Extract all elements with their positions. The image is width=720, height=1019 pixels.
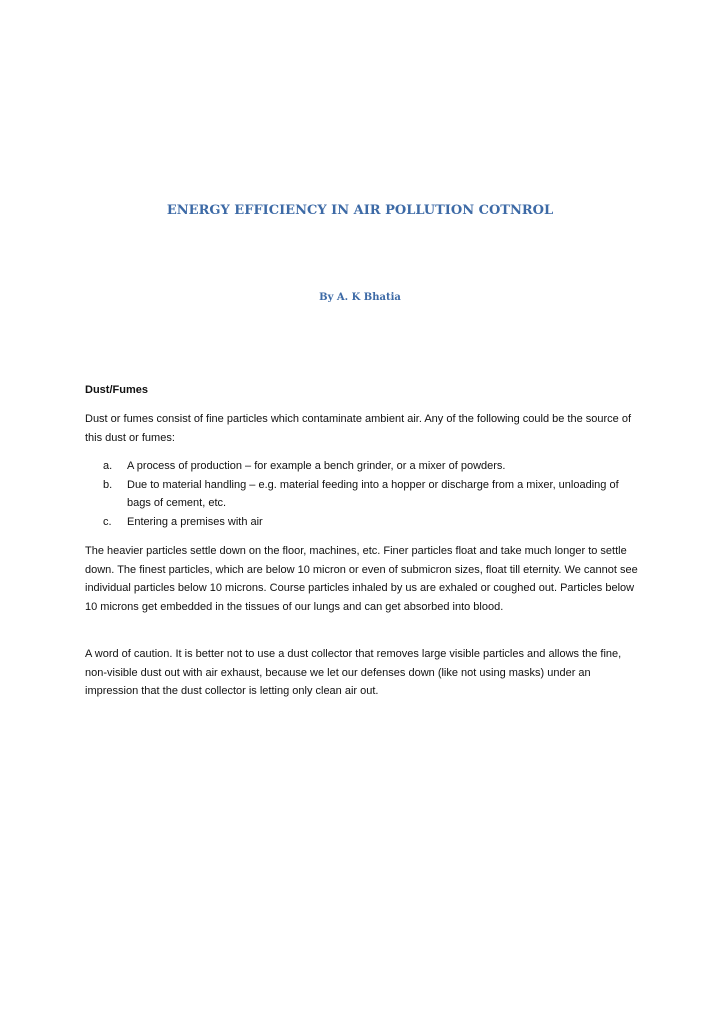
document-title: ENERGY EFFICIENCY IN AIR POLLUTION COTNROL	[166, 203, 554, 218]
list-item	[103, 476, 643, 513]
list-item-text: Due to material handling – e.g. material feeding into a hopper or discharge from a mixer, unloading of bags of cement, etc.	[127, 478, 619, 509]
list-item	[103, 457, 643, 476]
section-heading: Dust/Fumes	[85, 384, 148, 396]
document-author: By A. K Bhatia	[319, 292, 401, 303]
list-item	[103, 513, 643, 532]
list-marker: b.	[103, 478, 113, 491]
paragraph-caution: A word of caution. It is better not to use a dust collector that removes large visible particles and allows the fine, non-visible dust out with air exhaust, because we let our defenses down (like not using masks) under an impression that the dust collector is letting only clean air out.	[85, 648, 622, 697]
paragraph-intro: Dust or fumes consist of fine particles which contaminate ambient air. Any of the following could be the source of this dust or fumes:	[85, 413, 632, 444]
list-marker: c.	[103, 515, 112, 528]
list-item-text: Entering a premises with air	[127, 515, 263, 528]
paragraph-particles: The heavier particles settle down on the floor, machines, etc. Finer particles float and take much longer to settle down. The finest particles, which are below 10 micron or even of submicron sizes, float till eternity. We cannot see individual particles below 10 microns. Course particles inhaled by us are exhaled or coughed out. Particles below 10 microns get embedded in the tissues of our lungs and can get absorbed into blood.	[85, 545, 638, 613]
list-marker: a.	[103, 460, 113, 472]
source-list	[103, 457, 643, 531]
list-item-text: A process of production – for example a bench grinder, or a mixer of powders.	[127, 460, 506, 472]
